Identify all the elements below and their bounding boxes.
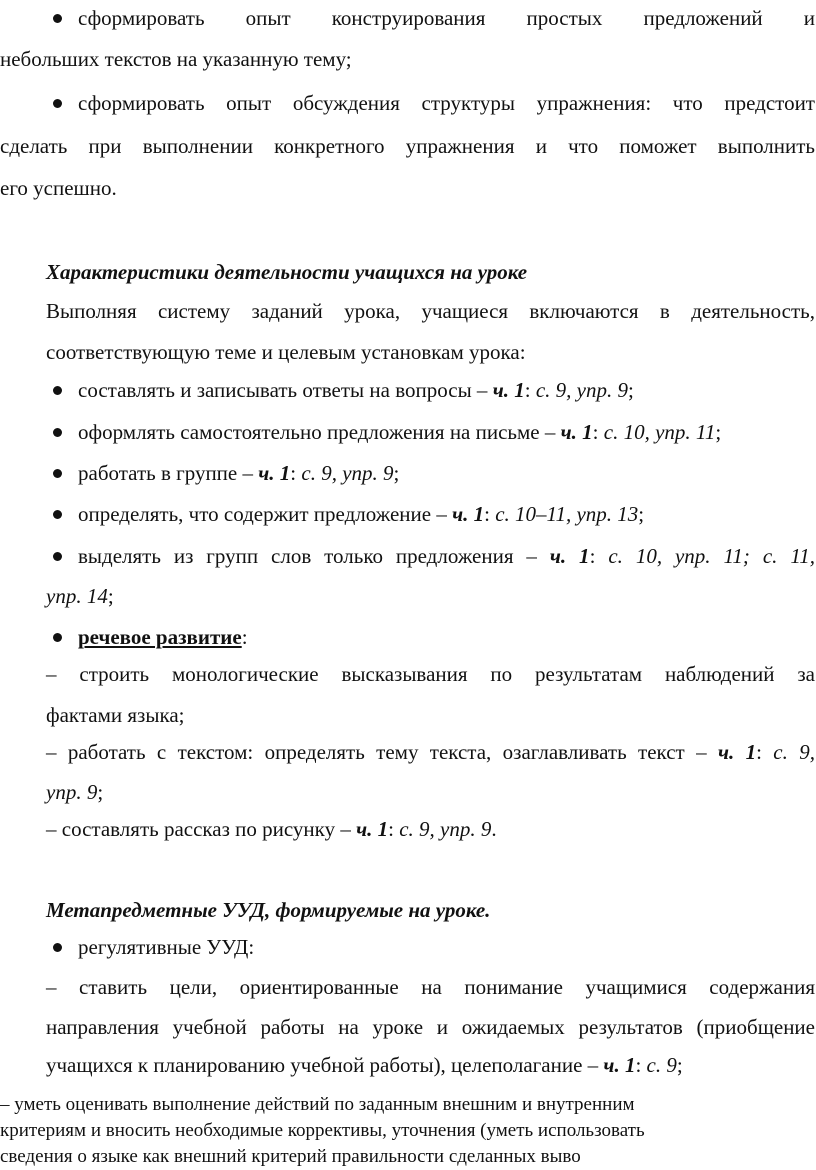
bullet-icon	[53, 943, 62, 952]
bullet-icon	[53, 386, 62, 395]
bullet-icon	[53, 633, 62, 642]
goal-line: сделать при выполнении конкретного упражнения и что поможет выполнить	[0, 134, 815, 158]
list-item: регулятивные УУД:	[78, 935, 255, 959]
section-heading: Метапредметные УУД, формируемые на уроке.	[46, 898, 491, 922]
paragraph-line: Выполняя систему заданий урока, учащиеся включаются в деятельность,	[46, 299, 815, 323]
bullet-icon	[53, 469, 62, 478]
bullet-icon	[53, 510, 62, 519]
goal-line: его успешно.	[0, 176, 117, 200]
dash-item: учащихся к планированию учебной работы), целеполагание – ч. 1: с. 9;	[46, 1053, 683, 1077]
goal-line: небольших текстов на указанную тему;	[0, 47, 352, 71]
speech-label: речевое развитие	[78, 625, 242, 649]
list-item: выделять из групп слов только предложения – ч. 1: с. 10, упр. 11; с. 11,	[78, 544, 816, 568]
list-item: работать в группе – ч. 1: с. 9, упр. 9;	[78, 461, 400, 485]
bullet-icon	[53, 14, 62, 23]
paragraph-line: сведения о языке как внешний критерий правильности сделанных выво	[0, 1146, 581, 1167]
dash-item: – работать с текстом: определять тему текста, озаглавливать текст – ч. 1: с. 9,	[46, 740, 815, 764]
goal-line: сформировать опыт конструирования простых предложений и	[78, 6, 815, 30]
bullet-icon	[53, 428, 62, 437]
list-item: определять, что содержит предложение – ч. 1: с. 10–11, упр. 13;	[78, 502, 645, 526]
dash-item: – строить монологические высказывания по результатам наблюдений за	[46, 662, 815, 686]
list-item: составлять и записывать ответы на вопросы – ч. 1: с. 9, упр. 9;	[78, 378, 634, 402]
list-item: речевое развитие:	[78, 625, 248, 649]
paragraph-line: – уметь оценивать выполнение действий по заданным внешним и внутренним	[0, 1094, 635, 1115]
goal-line: сформировать опыт обсуждения структуры упражнения: что предстоит	[78, 91, 815, 115]
paragraph-line: критериям и вносить необходимые коррективы, уточнения (уметь использовать	[0, 1120, 645, 1141]
bullet-icon	[53, 99, 62, 108]
paragraph-line: соответствующую теме и целевым установкам урока:	[46, 340, 526, 364]
dash-item: фактами языка;	[46, 703, 185, 727]
section-heading: Характеристики деятельности учащихся на уроке	[46, 260, 528, 284]
bullet-icon	[53, 552, 62, 561]
list-item: оформлять самостоятельно предложения на письме – ч. 1: с. 10, упр. 11;	[78, 420, 722, 444]
dash-item: – составлять рассказ по рисунку – ч. 1: с. 9, упр. 9.	[46, 817, 497, 841]
list-item-continuation: упр. 14;	[46, 584, 114, 608]
dash-item: – ставить цели, ориентированные на понимание учащимися содержания	[46, 975, 815, 999]
dash-item: упр. 9;	[46, 780, 104, 804]
dash-item: направления учебной работы на уроке и ожидаемых результатов (приобщение	[46, 1015, 815, 1039]
